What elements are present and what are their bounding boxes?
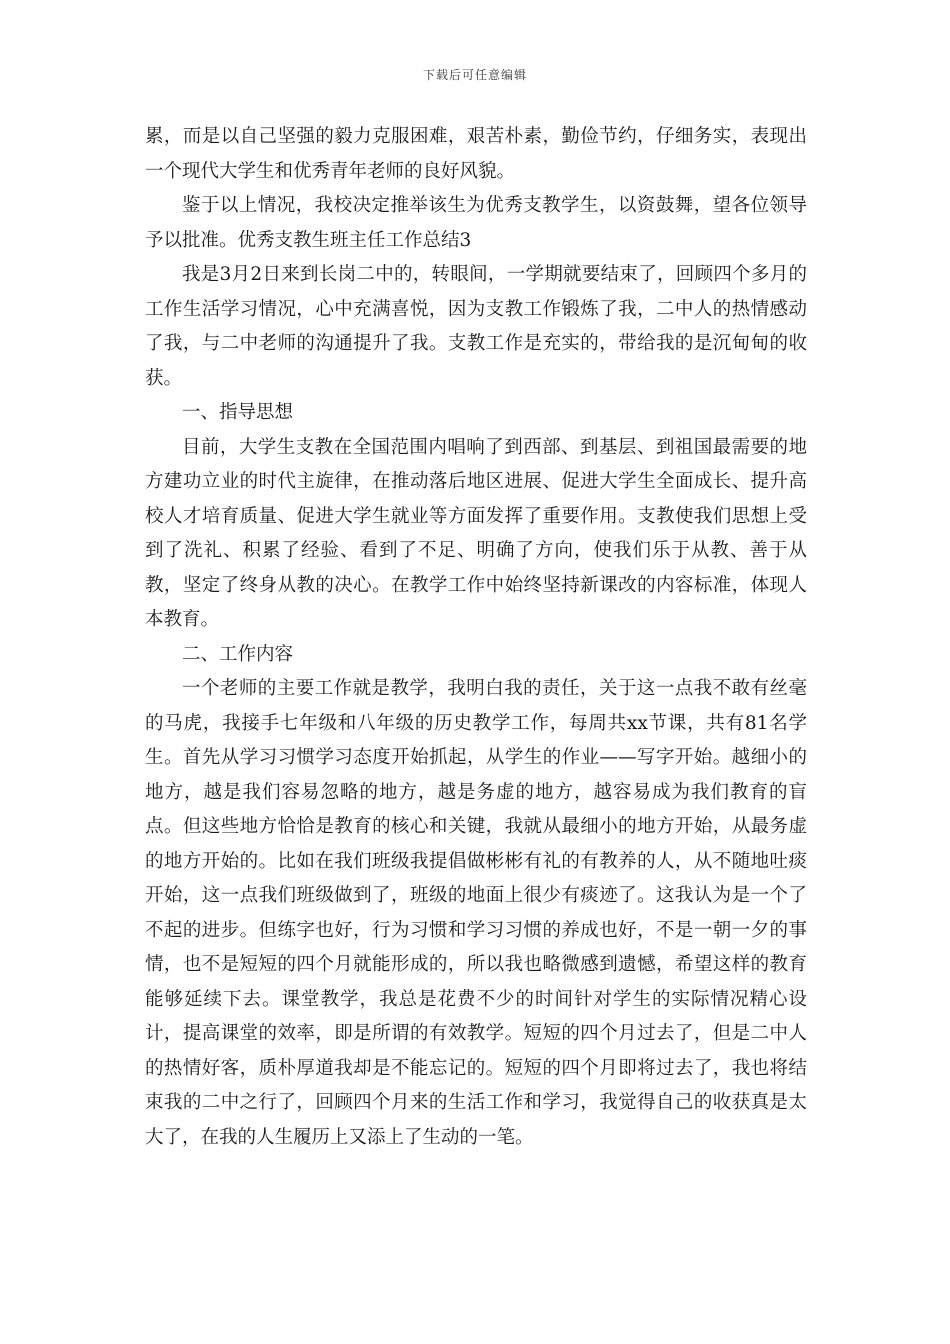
document-body [145, 120, 807, 1155]
section-heading-work-content: 二、工作内容 [182, 643, 294, 665]
paragraph-work-content: 一个老师的主要工作就是教学，我明白我的责任，关于这一点我不敢有丝毫的马虎，我接手七年级和八年级的历史教学工作，每周共xx节课，共有81名学生。首先从学习习惯学习态度开始抓起，从学生的作业——写字开始。越细小的地方，越是我们容易忽略的地方，越是务虚的地方，越容易成为我们教育的盲点。但这些地方恰恰是教育的核心和关键，我就从最细小的地方开始，从最务虚的地方开始的。比如在我们班级我提倡做彬彬有礼的有教养的人，从不随地吐痰开始，这一点我们班级做到了，班级的地面上很少有痰迹了。这我认为是一个了不起的进步。但练字也好，行为习惯和学习习惯的养成也好，不是一朝一夕的事情，也不是短短的四个月就能形成的，所以我也略微感到遗憾，希望这样的教育能够延续下去。课堂教学，我总是花费不少的时间针对学生的实际情况精心设计，提高课堂的效率，即是所谓的有效教学。短短的四个月过去了，但是二中人的热情好客，质朴厚道我却是不能忘记的。短短的四个月即将过去了，我也将结束我的二中之行了，回顾四个月来的生活工作和学习，我觉得自己的收获真是太大了，在我的人生履历上又添上了生动的一笔。 [145, 678, 807, 1148]
paragraph-recommendation: 鉴于以上情况，我校决定推举该生为优秀支教学生，以资鼓舞，望各位领导予以批准。优秀支教生班主任工作总结3 [145, 195, 807, 251]
paragraph-continuation: 累，而是以自己坚强的毅力克服困难，艰苦朴素，勤俭节约，仔细务实，表现出一个现代大学生和优秀青年老师的良好风貌。 [145, 126, 807, 182]
paragraph-guiding-thought: 目前，大学生支教在全国范围内唱响了到西部、到基层、到祖国最需要的地方建功立业的时代主旋律，在推动落后地区进展、促进大学生全面成长、提升高校人才培育质量、促进大学生就业等方面发挥了重要作用。支教使我们思想上受到了洗礼、积累了经验、看到了不足、明确了方向，使我们乐于从教、善于从教，坚定了终身从教的决心。在教学工作中始终坚持新课改的内容标准，体现人本教育。 [145, 436, 807, 630]
section-heading-guiding-thought: 一、指导思想 [182, 402, 294, 423]
header-note: 下载后可任意编辑 [422, 68, 527, 82]
paragraph-intro: 我是3月2日来到长岗二中的，转眼间，一学期就要结束了，回顾四个多月的工作生活学习情况，心中充满喜悦，因为支教工作锻炼了我，二中人的热情感动了我，与二中老师的沟通提升了我。支教工作是充实的，带给我的是沉甸甸的收获。 [145, 264, 807, 389]
